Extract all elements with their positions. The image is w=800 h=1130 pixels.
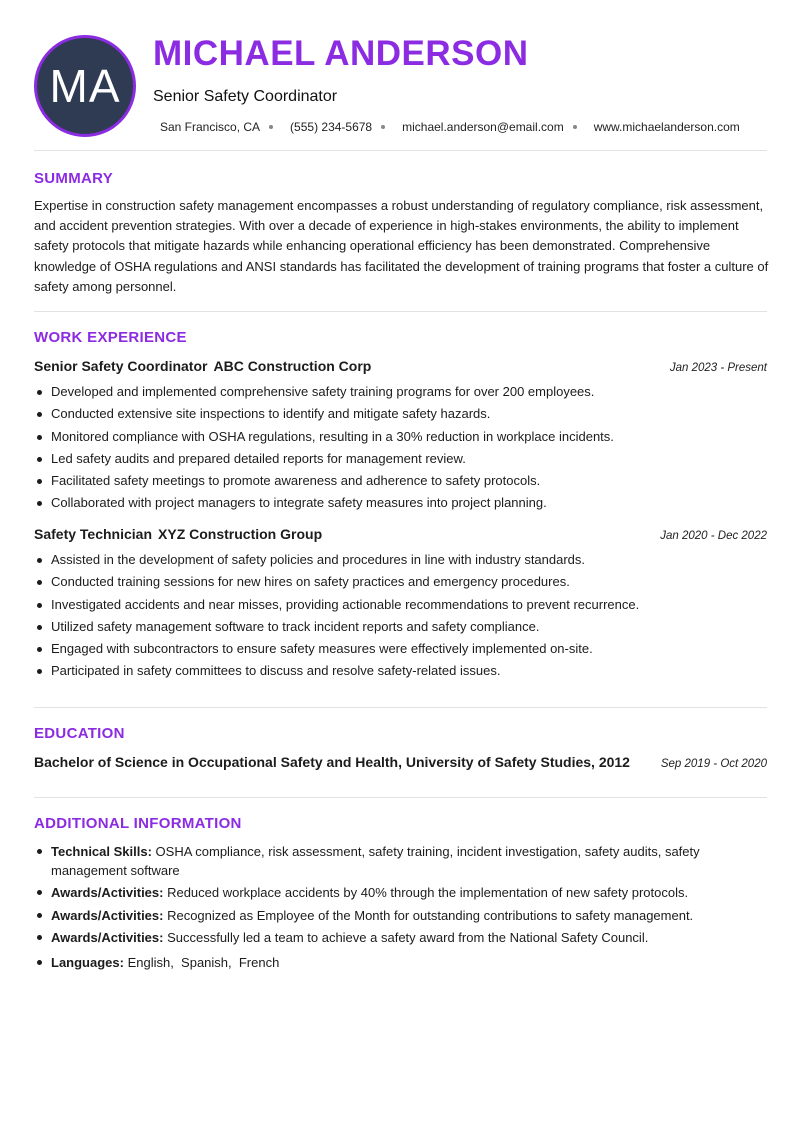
item-text: OSHA compliance, risk assessment, safety training, incident investigation, safety audits, safety management software [51,844,700,878]
summary-heading: SUMMARY [34,170,114,187]
item-text: English, Spanish, French [123,954,280,970]
divider [34,311,767,312]
list-item [34,953,734,972]
job-bullets [34,549,639,683]
additional-list [34,842,734,975]
list-item: Conducted extensive site inspections to identify and mitigate safety hazards. [34,403,614,425]
separator-dot [573,125,577,129]
list-item [34,928,734,947]
separator-dot [381,125,385,129]
list-item [34,842,734,880]
item-text: Successfully led a team to achieve a safety award from the National Safety Council. [163,929,649,945]
contact-email[interactable]: michael.anderson@email.com [402,120,564,134]
list-item [34,906,734,925]
list-item: Led safety audits and prepared detailed reports for management review. [34,448,614,470]
job-bullets [34,381,614,515]
candidate-name: MICHAEL ANDERSON [153,34,529,73]
job-company: XYZ Construction Group [158,526,323,542]
divider [34,150,767,151]
list-item: Monitored compliance with OSHA regulations, resulting in a 30% reduction in workplace incidents. [34,426,614,448]
job-role: Safety Technician [34,526,153,542]
job-dates: Jan 2023 - Present [669,362,767,374]
list-item [34,883,734,902]
education-entry [34,754,767,770]
job-dates: Jan 2020 - Dec 2022 [660,530,767,542]
divider [34,797,767,798]
candidate-role: Senior Safety Coordinator [153,88,338,105]
contact-website[interactable]: www.michaelanderson.com [593,120,740,134]
job-header [34,526,767,542]
job-role: Senior Safety Coordinator [34,358,208,374]
item-label: Awards/Activities: [51,885,164,901]
education-degree: Bachelor of Science in Occupational Safety and Health, University of Safety Studies, 2012 [34,754,630,770]
item-label: Awards/Activities: [51,907,164,923]
list-item: Collaborated with project managers to integrate safety measures into project planning. [34,492,614,514]
avatar-initials: MA [49,60,121,112]
list-item: Participated in safety committees to discuss and resolve safety-related issues. [34,660,639,682]
job-title [34,358,371,374]
job-header [34,358,767,374]
education-heading: EDUCATION [34,725,125,742]
job-company: ABC Construction Corp [213,358,372,374]
item-label: Languages: [51,954,124,970]
list-item: Conducted training sessions for new hires on safety practices and emergency procedures. [34,571,639,593]
contact-bar [160,120,740,134]
experience-heading: WORK EXPERIENCE [34,329,187,346]
separator-dot [269,125,273,129]
job-title [34,526,322,542]
additional-heading: ADDITIONAL INFORMATION [34,815,242,832]
list-item: Investigated accidents and near misses, providing actionable recommendations to prevent recurrence. [34,594,639,616]
list-item: Assisted in the development of safety policies and procedures in line with industry standards. [34,549,639,571]
item-text: Recognized as Employee of the Month for outstanding contributions to safety management. [163,907,694,923]
contact-phone: (555) 234-5678 [290,120,373,134]
education-dates: Sep 2019 - Oct 2020 [660,758,767,770]
item-label: Technical Skills: [51,844,152,859]
summary-text: Expertise in construction safety management encompasses a robust understanding of regulatory compliance, risk assessment, and accident prevention strategies. With over a decade of experience in high-stakes environments, the ability to implement safety protocols that mitigate hazards while enhancing operational efficiency has been demonstrated. Comprehensive knowledge of OSHA regulations and ANSI standards has facilitated the development of training programs that foster a culture of safety among personnel. [34,198,769,294]
divider [34,707,767,708]
item-text: Reduced workplace accidents by 40% through the implementation of new safety protocols. [163,885,689,901]
item-label: Awards/Activities: [51,929,164,945]
avatar [34,35,136,137]
list-item: Developed and implemented comprehensive safety training programs for over 200 employees. [34,381,614,403]
list-item: Utilized safety management software to track incident reports and safety compliance. [34,616,639,638]
list-item: Engaged with subcontractors to ensure safety measures were effectively implemented on-site. [34,638,639,660]
list-item: Facilitated safety meetings to promote awareness and adherence to safety protocols. [34,470,614,492]
contact-location: San Francisco, CA [160,120,261,134]
